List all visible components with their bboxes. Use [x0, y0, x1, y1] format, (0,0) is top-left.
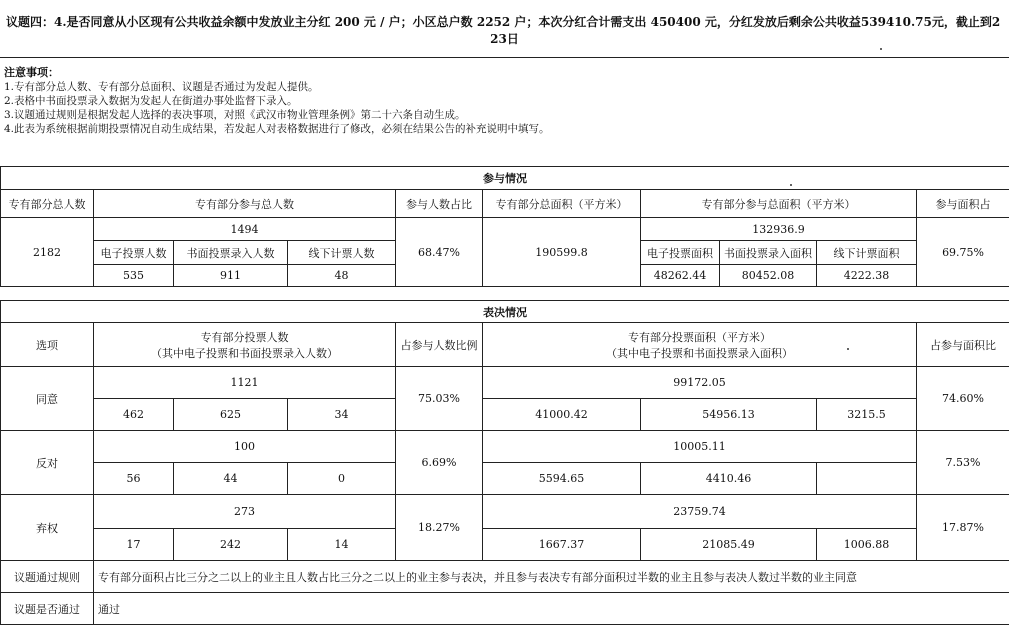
- sub-header-offline-people: 线下计票人数: [288, 241, 396, 265]
- vote-people-electronic: 56: [94, 463, 174, 495]
- vote-area-electronic: 41000.42: [483, 399, 641, 431]
- vote-area-total: 99172.05: [483, 367, 917, 399]
- value-area-ratio: 69.75%: [917, 218, 1009, 287]
- vote-area-ratio: 17.87%: [917, 495, 1009, 561]
- header-vote-people-line2: （其中电子投票和书面投票录入人数）: [151, 346, 338, 360]
- sub-value-offline-area: 4222.38: [817, 265, 917, 287]
- vote-people-total: 273: [94, 495, 396, 529]
- scan-speck: [847, 348, 849, 350]
- participation-section-title: 参与情况: [1, 167, 1009, 190]
- vote-area-electronic: 1667.37: [483, 529, 641, 561]
- value-total-area: 190599.8: [483, 218, 641, 287]
- notes-heading: 注意事项：: [4, 66, 59, 79]
- vote-people-ratio: 18.27%: [396, 495, 483, 561]
- header-total-area: 专有部分总面积（平方米）: [483, 190, 641, 218]
- rule-text: 专有部分面积占比三分之二以上的业主且人数占比三分之二以上的业主参与表决，并且参与表决专有部分面积过半数的业主且参与表决人数过半数的业主同意: [94, 561, 1009, 593]
- passed-value: 通过: [94, 593, 1009, 625]
- vote-area-ratio: 74.60%: [917, 367, 1009, 431]
- vote-people-written: 242: [174, 529, 288, 561]
- header-vote-people-line1: 专有部分投票人数: [200, 330, 289, 344]
- issue-title-line1: 议题四：4.是否同意从小区现有公共收益余额中发放业主分红 200 元 / 户；小区总户数 2252 户；本次分红合计需支出 450400 元，分红发放后剩余公共收益539410.75元，截止到2: [6, 15, 1001, 29]
- header-total-people: 专有部分总人数: [1, 190, 94, 218]
- voting-section-title: 表决情况: [1, 301, 1009, 323]
- sub-header-electronic-people: 电子投票人数: [94, 241, 174, 265]
- sub-value-offline-people: 48: [288, 265, 396, 287]
- vote-people-electronic: 462: [94, 399, 174, 431]
- sub-header-written-people: 书面投票录入人数: [174, 241, 288, 265]
- voting-table: [0, 300, 1009, 625]
- vote-people-ratio: 75.03%: [396, 367, 483, 431]
- header-participating-area: 专有部分参与总面积（平方米）: [641, 190, 917, 218]
- header-option: 选项: [1, 323, 94, 367]
- option-label: 弃权: [1, 495, 94, 561]
- issue-title-line2: 23日: [490, 32, 519, 46]
- vote-people-offline: 0: [288, 463, 396, 495]
- sub-header-electronic-area: 电子投票面积: [641, 241, 720, 265]
- issue-title: [0, 14, 1009, 48]
- option-label: 反对: [1, 431, 94, 495]
- vote-area-ratio: 7.53%: [917, 431, 1009, 495]
- note-item: 4.此表为系统根据前期投票情况自动生成结果，若发起人对表格数据进行了修改，必须在结果公告的补充说明中填写。: [4, 123, 550, 135]
- note-item: 1.专有部分总人数、专有部分总面积、议题是否通过为发起人提供。: [4, 81, 319, 93]
- vote-people-offline: 14: [288, 529, 396, 561]
- vote-people-written: 44: [174, 463, 288, 495]
- notes-block: [0, 66, 1009, 136]
- header-participating-people: 专有部分参与总人数: [94, 190, 396, 218]
- vote-area-written: 21085.49: [641, 529, 817, 561]
- header-vote-area-ratio: 占参与面积比: [917, 323, 1009, 367]
- vote-area-total: 10005.11: [483, 431, 917, 463]
- sub-value-electronic-area: 48262.44: [641, 265, 720, 287]
- header-vote-area: [483, 323, 917, 367]
- sub-value-written-people: 911: [174, 265, 288, 287]
- header-vote-area-line2: （其中电子投票和书面投票录入面积）: [606, 346, 793, 360]
- header-vote-area-line1: 专有部分投票面积（平方米）: [628, 330, 771, 344]
- vote-area-written: 54956.13: [641, 399, 817, 431]
- value-total-people: 2182: [1, 218, 94, 287]
- header-area-ratio: 参与面积占: [917, 190, 1009, 218]
- sub-header-offline-area: 线下计票面积: [817, 241, 917, 265]
- value-people-ratio: 68.47%: [396, 218, 483, 287]
- vote-people-total: 100: [94, 431, 396, 463]
- vote-area-offline: [817, 463, 917, 495]
- value-participating-people: 1494: [94, 218, 396, 241]
- rule-label: 议题通过规则: [1, 561, 94, 593]
- vote-people-total: 1121: [94, 367, 396, 399]
- sub-header-written-area: 书面投票录入面积: [720, 241, 817, 265]
- vote-area-electronic: 5594.65: [483, 463, 641, 495]
- vote-area-offline: 3215.5: [817, 399, 917, 431]
- scan-speck: [790, 184, 792, 186]
- vote-area-total: 23759.74: [483, 495, 917, 529]
- sub-value-written-area: 80452.08: [720, 265, 817, 287]
- vote-area-written: 4410.46: [641, 463, 817, 495]
- vote-people-electronic: 17: [94, 529, 174, 561]
- header-people-ratio: 参与人数占比: [396, 190, 483, 218]
- header-vote-people: [94, 323, 396, 367]
- header-vote-people-ratio: 占参与人数比例: [396, 323, 483, 367]
- sub-value-electronic-people: 535: [94, 265, 174, 287]
- divider: [0, 57, 1009, 58]
- option-label: 同意: [1, 367, 94, 431]
- vote-people-ratio: 6.69%: [396, 431, 483, 495]
- participation-table: [0, 166, 1009, 287]
- note-item: 3.议题通过规则是根据发起人选择的表决事项，对照《武汉市物业管理条例》第二十六条自动生成。: [4, 109, 466, 121]
- scan-speck: [880, 48, 882, 50]
- vote-area-offline: 1006.88: [817, 529, 917, 561]
- passed-label: 议题是否通过: [1, 593, 94, 625]
- note-item: 2.表格中书面投票录入数据为发起人在街道办事处监督下录入。: [4, 95, 298, 107]
- vote-people-written: 625: [174, 399, 288, 431]
- value-participating-area: 132936.9: [641, 218, 917, 241]
- vote-people-offline: 34: [288, 399, 396, 431]
